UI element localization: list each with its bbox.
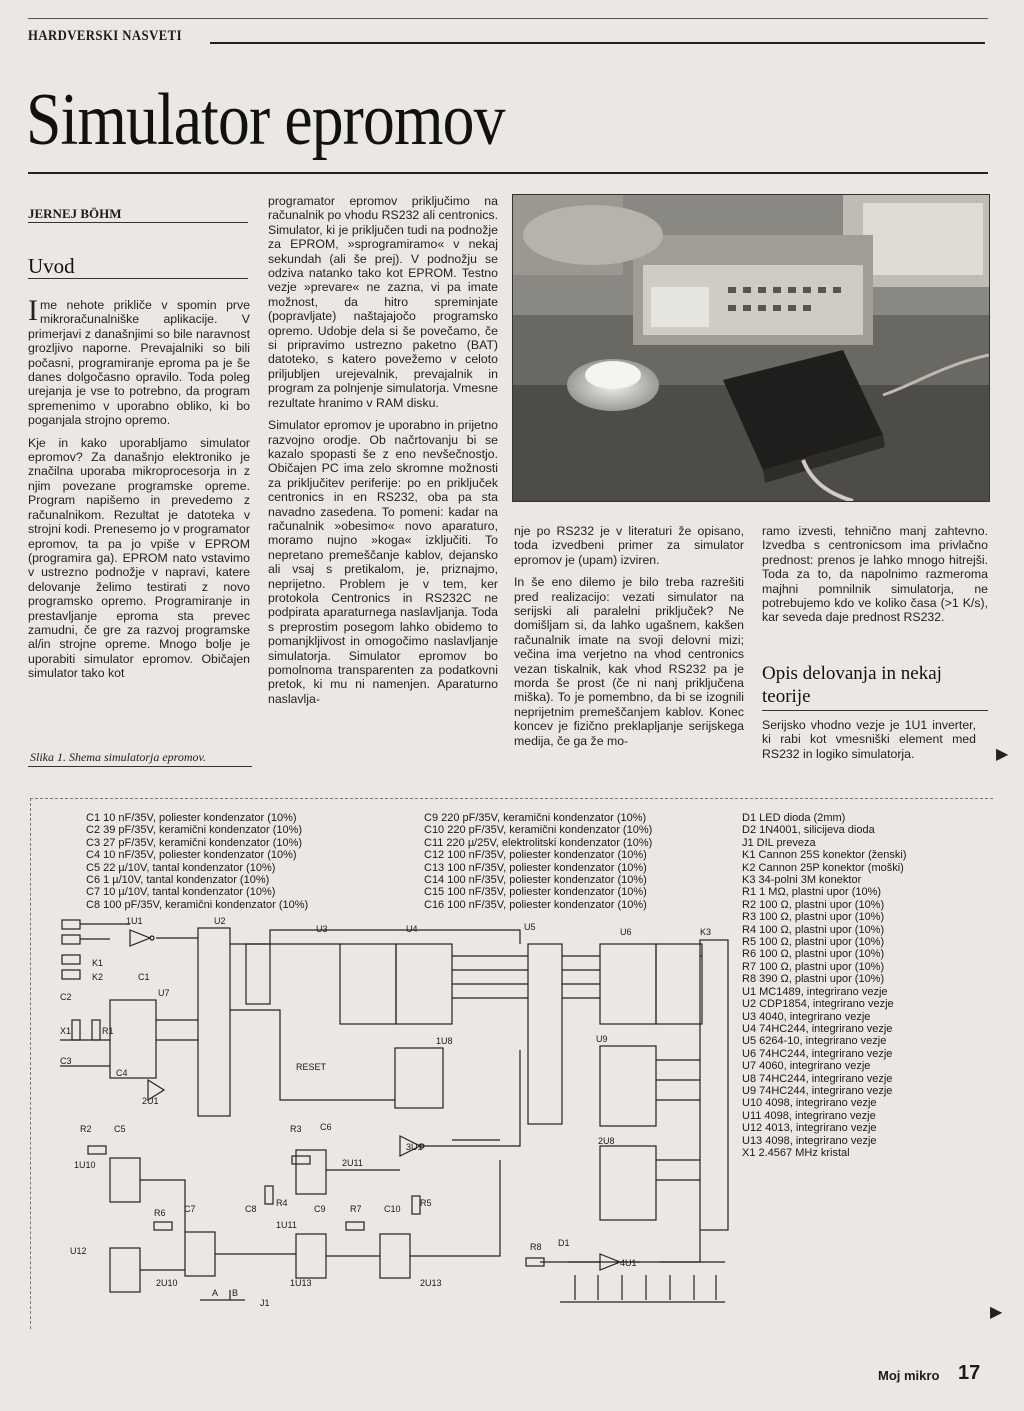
label-k2: K2 <box>92 972 104 982</box>
page-number: 17 <box>958 1362 981 1384</box>
label-r5: R5 <box>420 1198 432 1208</box>
part-item: R1 1 MΩ, plastni upor (10%) <box>742 886 882 899</box>
part-item: K3 34-polni 3M konektor <box>742 874 862 887</box>
part-item: U4 74HC244, integrirano vezje <box>742 1022 893 1035</box>
label-c9: C9 <box>314 1204 326 1214</box>
part-item: U6 74HC244, integrirano vezje <box>742 1047 893 1060</box>
label-2u11: 2U11 <box>342 1158 363 1168</box>
part-item: K2 Cannon 25P konektor (moški) <box>742 861 904 874</box>
col1-paragraph-2: Kje in kako uporabljamo simulator epromov? Za današnjo elektroniko je značilna uporaba mikroprocesorja in z njim povezane programske opreme. Program napišemo in prevedemo z računalnikom. Rezultat je datoteka v strojni kodi. Prenesemo jo v programator epromov, ta pa jo vpiše v EPROM (programira ga). EPROM nato vstavimo v ustrezno podnožje v napravi, katere delovanje želimo testirati z novo programsko opremo. Programiranje in prestavljanje eproma sta prevec zamudni, če gre za razvoj programske al/in strojne opreme. Mnogo bolje je uporabiti simulator epromov. Običajen simulator tako kot <box>28 435 250 681</box>
col2-paragraph-2: Simulator epromov je uporabno in prijetno razvojno orodje. Ob načrtovanju bi se kazalo spopasti še z eno nevšečnostjo. Običajen PC ima zelo skromne možnosti za priključitev periferije: po en priključek centronics in en RS232, oba pa sta navadno zasedena. To pomeni: kadar na računalnik »obesimo« novo aparaturo, moramo nujno »koga« izključiti. To nepretano premeščanje kablov, dejansko ali vsaj s pretikalom, je, priznajmo, neprijetno. Problem je v tem, ker protokola Centronics in RS232C ne podpirata aparaturnega naslavljanja. Toda s preprostim posegom lahko obidemo to pomanjkljivost in omogočimo naslavljanje simulatorja. Simulator epromov bo pomolnoma transparenten za podatkovni pretok, ki mu ni namenjen. Aparaturno naslavlja- <box>268 418 498 706</box>
label-u5: U5 <box>524 922 536 932</box>
heading-uvod: Uvod <box>28 254 75 278</box>
continue-arrow-icon: ▶ <box>996 746 1009 763</box>
part-item: X1 2.4567 MHz kristal <box>742 1146 850 1159</box>
label-c3: C3 <box>60 1056 72 1066</box>
article-title: Simulator epromov <box>26 79 505 161</box>
label-x1: X1 <box>60 1026 72 1036</box>
continue-arrow-bottom-icon: ▶ <box>990 1304 1003 1321</box>
section-label: HARDVERSKI NASVETI <box>28 28 182 44</box>
label-1u8: 1U8 <box>436 1036 453 1046</box>
part-item: C6 1 µ/10V, tantal kondenzator (10%) <box>86 874 270 887</box>
part-item: U8 74HC244, integrirano vezje <box>742 1072 893 1085</box>
label-reset: RESET <box>296 1062 327 1072</box>
part-item: U12 4013, integrirano vezje <box>742 1122 877 1135</box>
part-item: C15 100 nF/35V, poliester kondenzator (10%) <box>424 886 647 899</box>
part-item: K1 Cannon 25S konektor (ženski) <box>742 849 907 862</box>
part-item: C12 100 nF/35V, poliester kondenzator (10%) <box>424 849 647 862</box>
col3-paragraph-2: In še eno dilemo je bilo treba razrešiti pred realizacijo: vezati simulator na serijski ali paralelni priključek? Ne domišljam si, da lahko ugašnem, kakšen računalnik imate na svoji delovni mizi; večina ima verjetno na vhod centronics vezan tiskalnik, kak vhod RS232 pa je morda še prost (če ni nanj priključena miška). To je pomembno, da bi se izognili neprijetnim premeščanjem kablov. Konec koncev je fizično preklapljanje serijskega medija, če ga že mo- <box>514 575 744 748</box>
part-item: C13 100 nF/35V, poliester kondenzator (10%) <box>424 861 647 874</box>
part-item: C8 100 pF/35V, keramični kondenzator (10%) <box>86 898 309 911</box>
part-item: C16 100 nF/35V, poliester kondenzator (10%) <box>424 898 647 911</box>
label-c1: C1 <box>138 972 150 982</box>
heading-opis: Opis delovanja in nekaj teorije <box>762 663 942 707</box>
part-item: C3 27 pF/35V, keramični kondenzator (10%) <box>86 836 303 849</box>
part-item: R8 390 Ω, plastni upor (10%) <box>742 973 885 986</box>
label-2u8: 2U8 <box>598 1136 615 1146</box>
part-item: D2 1N4001, silicijeva dioda <box>742 824 875 837</box>
label-j1: J1 <box>260 1298 270 1308</box>
label-c10: C10 <box>384 1204 401 1214</box>
label-r3: R3 <box>290 1124 302 1134</box>
part-item: R2 100 Ω, plastni upor (10%) <box>742 898 885 911</box>
part-item: U1 MC1489, integrirano vezje <box>742 985 888 998</box>
part-item: R4 100 Ω, plastni upor (10%) <box>742 923 885 936</box>
part-item: J1 DIL preveza <box>742 836 816 849</box>
label-d1: D1 <box>558 1238 570 1248</box>
label-2u10: 2U10 <box>156 1278 178 1288</box>
label-c4: C4 <box>116 1068 128 1078</box>
dropcap: I <box>28 294 38 327</box>
label-3u1: 3U1 <box>406 1142 423 1152</box>
col3-paragraph-1: nje po RS232 je v literaturi že opisano, toda izvedbeni primer za simulator epromov je (upam) izviren. <box>514 524 744 567</box>
label-u9: U9 <box>596 1034 608 1044</box>
col4-paragraph-2: Serijsko vhodno vezje je 1U1 inverter, ki rabi kot vmesniški element med RS232 in logiko simulatorja. <box>762 718 976 761</box>
part-item: U10 4098, integrirano vezje <box>742 1097 877 1110</box>
label-r4: R4 <box>276 1198 288 1208</box>
part-item: C14 100 nF/35V, poliester kondenzator (10%) <box>424 874 647 887</box>
label-r8: R8 <box>530 1242 542 1252</box>
label-u7: U7 <box>158 988 170 998</box>
label-r6: R6 <box>154 1208 166 1218</box>
label-r7: R7 <box>350 1204 362 1214</box>
label-1u10: 1U10 <box>74 1160 96 1170</box>
col2-paragraph-1: programator epromov priključimo na računalnik po vhodu RS232 ali centronics. Simulator, ki je priključen tudi na podnožje za EPROM, »sprogramiramo« v nekaj sekundah (ali še prej). V podnožju se odziva natanko tako kot EPROM. Testno vezje »prevare« ne zazna, vi pa imate možnost, da hitro spreminjate (popravljate) naštajajočo programsko opremo. Udobje dela si še povečamo, če si pripravimo ustrezno paketno (BAT) datoteko, s katero povežemo v celoto priljubljen urejevalnik, prevajalnik in program za polnjenje simulatorja. Vmesne rezultate hranimo v RAM disku. <box>268 194 498 410</box>
part-item: U3 4040, integrirano vezje <box>742 1010 871 1023</box>
label-u12: U12 <box>70 1246 87 1256</box>
part-item: C9 220 pF/35V, keramični kondenzator (10%) <box>424 812 647 824</box>
label-1u1: 1U1 <box>126 916 143 926</box>
part-item: R5 100 Ω, plastni upor (10%) <box>742 936 885 949</box>
label-c2: C2 <box>60 992 72 1002</box>
part-item: R7 100 Ω, plastni upor (10%) <box>742 960 885 973</box>
part-item: C5 22 µ/10V, tantal kondenzator (10%) <box>86 861 276 874</box>
part-item: U9 74HC244, integrirano vezje <box>742 1084 893 1097</box>
part-item: R6 100 Ω, plastni upor (10%) <box>742 948 885 961</box>
label-c8: C8 <box>245 1204 257 1214</box>
part-item: C1 10 nF/35V, poliester kondenzator (10%) <box>86 812 297 824</box>
part-item: C10 220 pF/35V, keramični kondenzator (10%) <box>424 824 653 837</box>
col1-paragraph-1: me nehote prikliče v spomin prve mikroračunalniške aplikacije. V primerjavi z današnjimi so bile naravnost grozljivo naporne. Prevajalniki so bili počasni, programiranje eproma pa je še danes dolgočasno opravilo. Toda poleg urejanja je vse to potrebno, da program spremenimo v uporabno obliko, ki bo poganjala strojno opremo. <box>28 298 250 428</box>
part-item: U7 4060, integrirano vezje <box>742 1060 871 1073</box>
part-item: C2 39 pF/35V, keramični kondenzator (10%) <box>86 824 303 837</box>
label-r2: R2 <box>80 1124 92 1134</box>
label-2u1: 2U1 <box>142 1096 159 1106</box>
figure-caption: Slika 1. Shema simulatorja epromov. <box>30 750 206 764</box>
label-k1: K1 <box>92 958 104 968</box>
part-item: D1 LED dioda (2mm) <box>742 812 846 824</box>
label-a: A <box>212 1288 219 1298</box>
part-item: U5 6264-10, integrirano vezje <box>742 1035 887 1048</box>
label-b: B <box>232 1288 239 1298</box>
label-u6: U6 <box>620 927 632 937</box>
part-item: C7 10 µ/10V, tantal kondenzator (10%) <box>86 886 276 899</box>
label-k3: K3 <box>700 927 712 937</box>
label-u2: U2 <box>214 916 226 926</box>
author: JERNEJ BÖHM <box>28 206 122 221</box>
label-c6: C6 <box>320 1122 332 1132</box>
label-1u13: 1U13 <box>290 1278 312 1288</box>
label-u3: U3 <box>316 924 328 934</box>
label-1u11: 1U11 <box>276 1220 297 1230</box>
label-c5: C5 <box>114 1124 126 1134</box>
part-item: C4 10 nF/35V, poliester kondenzator (10%) <box>86 849 297 862</box>
label-u4: U4 <box>406 924 418 934</box>
part-item: U11 4098, integrirano vezje <box>742 1109 876 1122</box>
part-item: U2 CDP1854, integrirano vezje <box>742 998 894 1011</box>
label-r1: R1 <box>102 1026 114 1036</box>
part-item: C11 220 µ/25V, elektrolitski kondenzator (10%) <box>424 836 653 849</box>
label-4u1: 4U1 <box>620 1258 637 1268</box>
magazine-name: Moj mikro <box>878 1368 940 1383</box>
label-c7: C7 <box>184 1204 196 1214</box>
col4-paragraph-1: ramo izvesti, tehnično manj zahtevno. Izvedba s centronicsom ima privlačno prednost: prenos je lahko mnogo hitrejši. Toda za to, da napolnimo razmeroma majhni pomnilnik simulatorja, ne potrebujemo kdo ve koliko časa (>1 K/s), kar seveda daje prednost RS232. <box>762 524 988 625</box>
label-2u13: 2U13 <box>420 1278 442 1288</box>
part-item: R3 100 Ω, plastni upor (10%) <box>742 911 885 924</box>
part-item: U13 4098, integrirano vezje <box>742 1134 877 1147</box>
